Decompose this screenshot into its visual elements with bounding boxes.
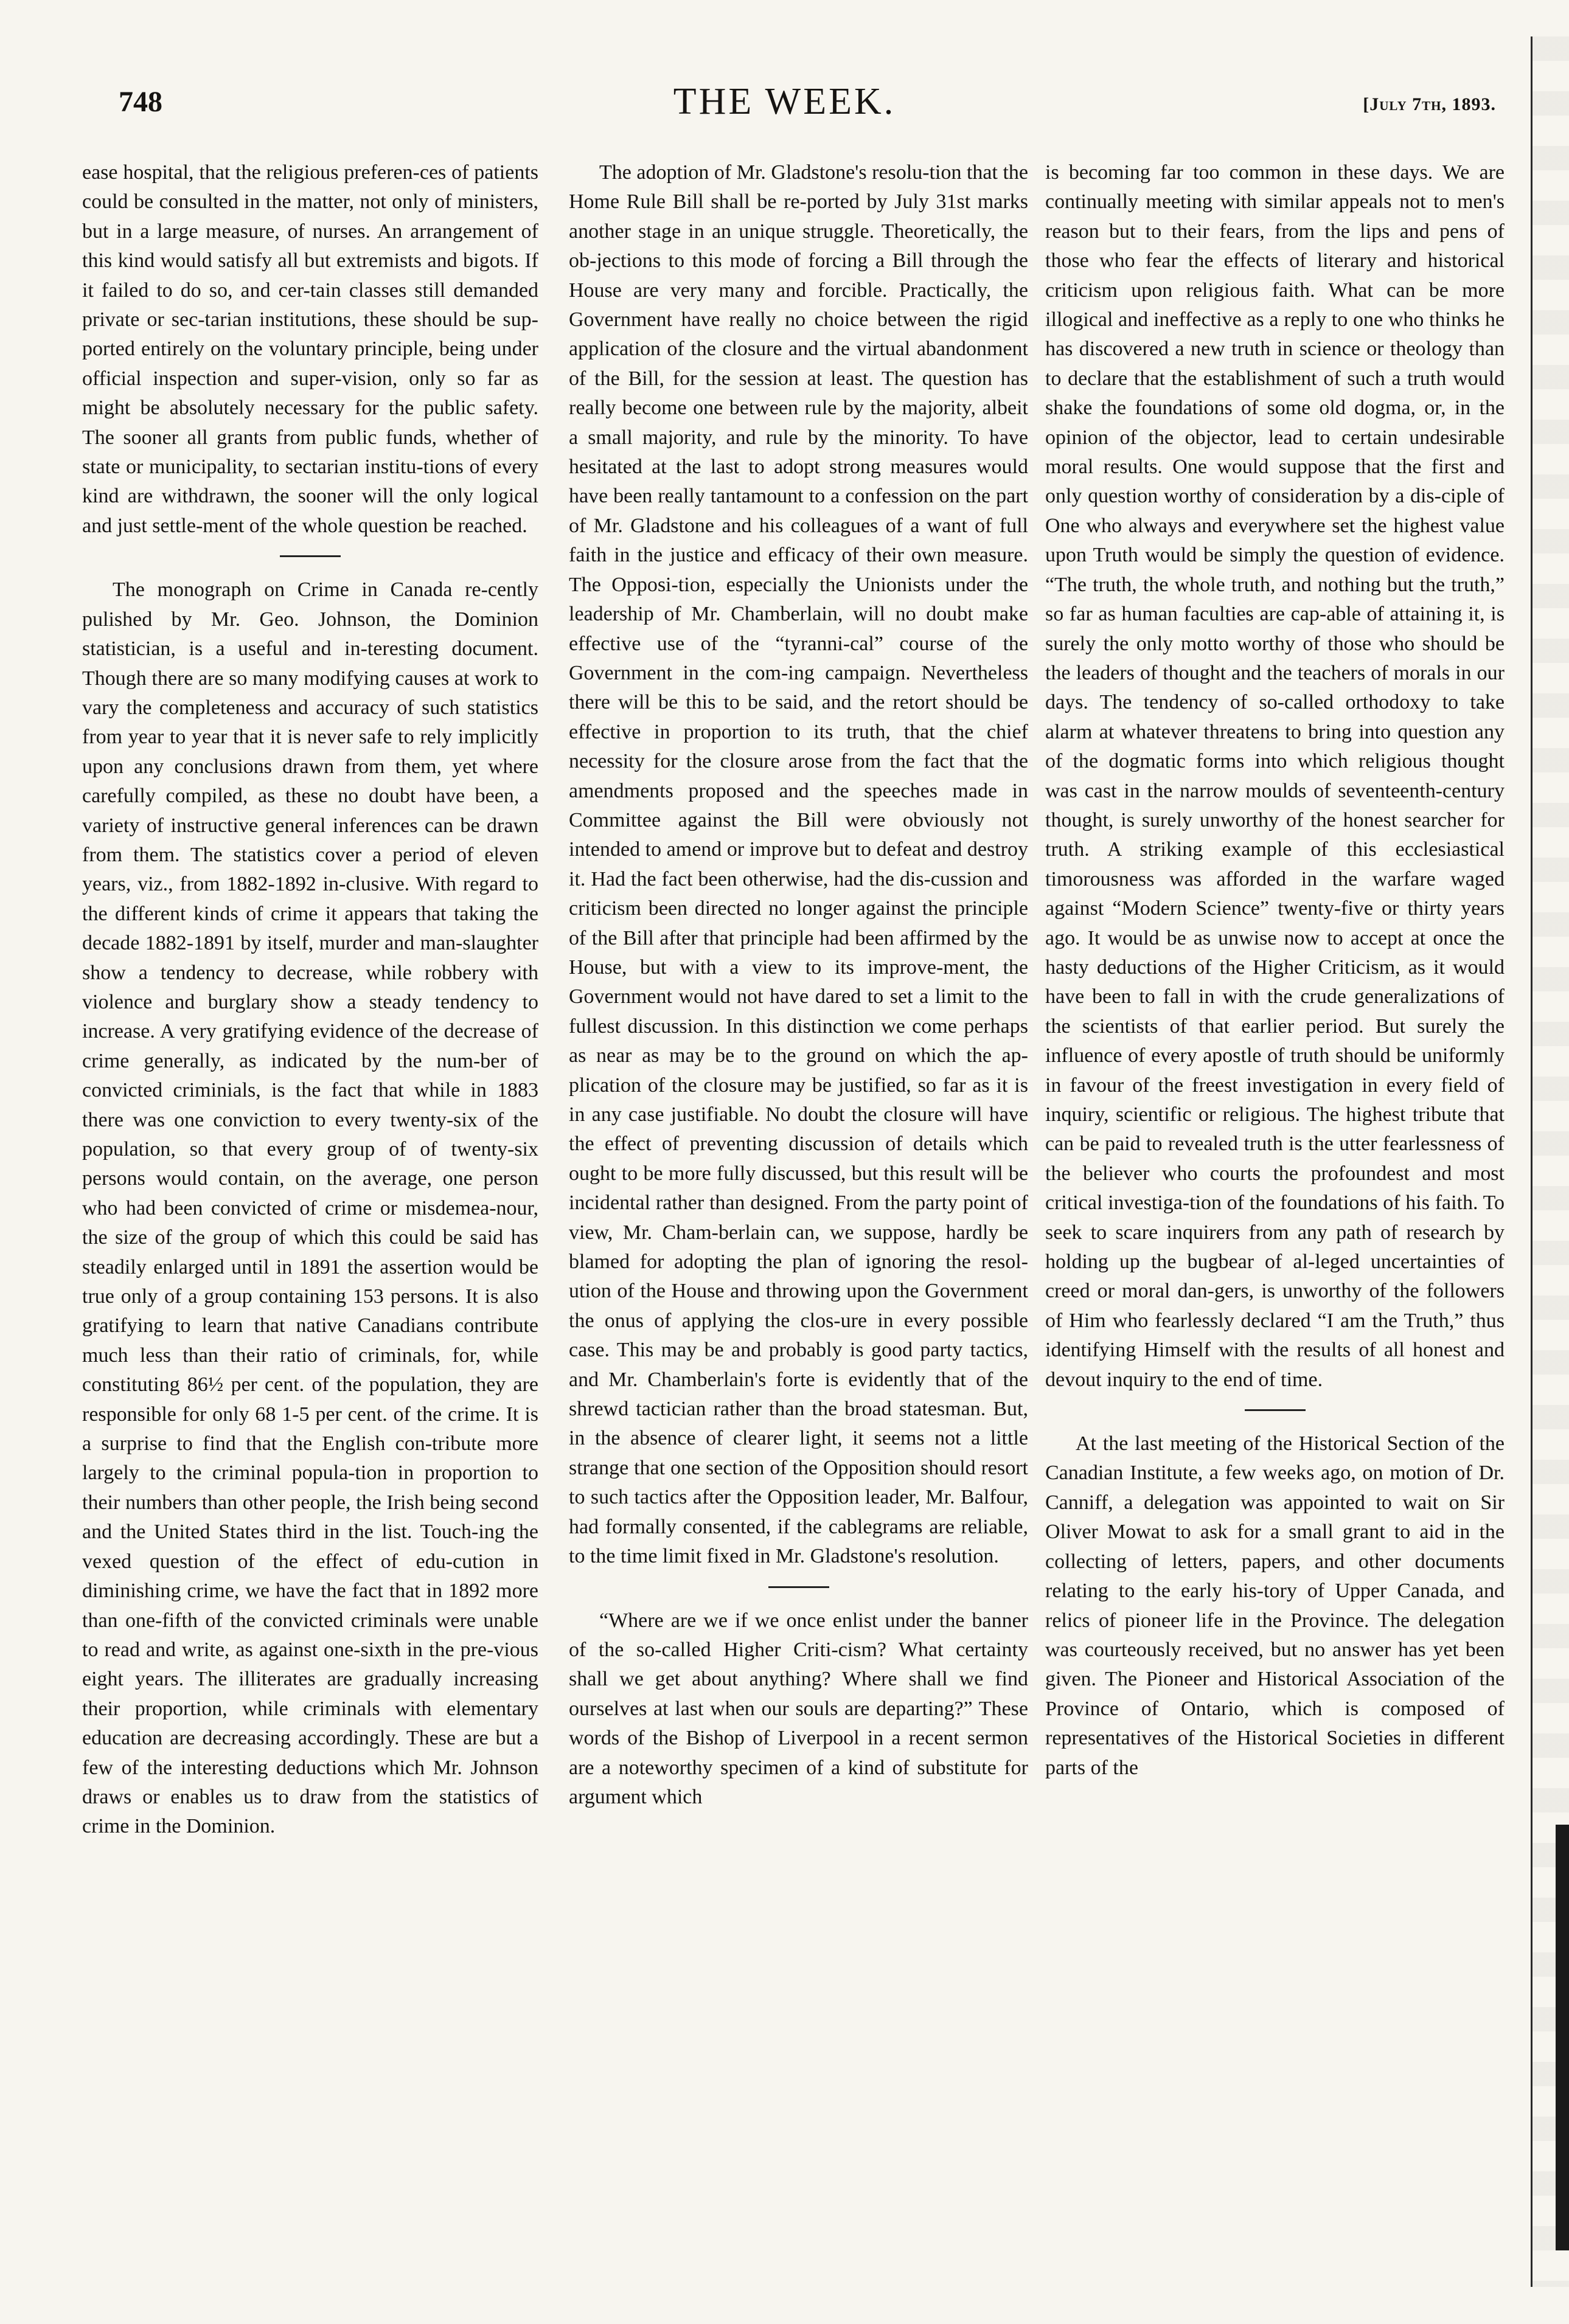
- article-paragraph: At the last meeting of the Historical Section of the Canadian Institute, a few weeks ago, on motion of Dr. Canniff, a delegation was appointed to wait on Sir Oliver Mowat to ask for a small grant to aid in the collecting of letters, papers, and other documents relating to the early his-tory of Upper Canada, and relics of pioneer life in the Province. The delegation was courteously received, but no answer has yet been given. The Pioneer and Historical Association of the Province of Ontario, which is composed of representatives of the Historical Societies in different parts of the: [1045, 1432, 1505, 1779]
- section-divider: [280, 555, 341, 557]
- masthead-title: THE WEEK.: [673, 81, 896, 122]
- column-1: [82, 158, 538, 1842]
- article-paragraph: ease hospital, that the religious preferen-ces of patients could be consulted in the matter, not only of ministers, but in a large measure, of nurses. An arrangement of this kind would satisfy all but extremists and bigots. If it failed to do so, and cer-tain classes still demanded private or sec-tarian institutions, these should be sup-ported entirely on the voluntary principle, being under official inspection and super-vision, only so far as might be absolutely necessary for the public safety. The sooner all grants from public funds, whether of state or municipality, to sectarian institu-tions of every kind are withdrawn, the sooner will the only logical and just settle-ment of the whole question be reached.: [82, 161, 538, 537]
- section-divider: [1245, 1409, 1306, 1411]
- article-paragraph: “Where are we if we once enlist under the banner of the so-called Higher Criti-cism? What certainty shall we get about anything? Where shall we find ourselves at last when our souls are departing?” These words of the Bishop of Liverpool in a recent sermon are a noteworthy specimen of a kind of substitute for argument which: [569, 1609, 1028, 1808]
- column-2: [569, 158, 1028, 1812]
- page-binding-shadow: [1556, 1825, 1569, 2250]
- column-3: [1045, 158, 1505, 1783]
- page-number: 748: [119, 86, 162, 118]
- issue-date: [July 7th, 1893.: [1363, 94, 1496, 114]
- article-paragraph: is becoming far too common in these days. We are continually meeting with similar appeals not to men's reason but to their fears, from the lips and pens of those who fear the effects of literary and historical criticism upon religious faith. What can be more illogical and ineffective as a reply to one who thinks he has discovered a new truth in science or theology than to declare that the establishment of such a truth would shake the foundations of some old dogma, or, in the opinion of the objector, lead to certain undesirable moral results. One would suppose that the first and only question worthy of consideration by a dis-ciple of One who always and everywhere set the highest value upon Truth would be simply the question of evidence. “The truth, the whole truth, and nothing but the truth,” so far as human faculties are cap-able of attaining it, is surely the only motto worthy of those who should be the leaders of thought and the teachers of morals in our days. The tendency of so-called orthodoxy to take alarm at whatever threatens to bring into question any of the dogmatic forms into which religious thought was cast in the narrow moulds of seventeenth-century thought, is surely unworthy of the honest searcher for truth. A striking example of this ecclesiastical timorousness was afforded in the warfare waged against “Modern Science” twenty-five or thirty years ago. It would be as unwise now to accept at once the hasty deductions of the Higher Criticism, as it would have been to fall in with the crude generalizations of the scientists of that earlier period. But surely the influence of every apostle of truth should be uniformly in favour of the freest investigation in every field of inquiry, scientific or religious. The highest tribute that can be paid to revealed truth is the utter fearlessness of the believer who courts the profoundest and most critical investiga-tion of the foundations of his faith. To seek to scare inquirers from any path of research by holding up the bugbear of al-leged uncertainties of creed or moral dan-gers, is unworthy of the followers of Him who fearlessly declared “I am the Truth,” thus identifying Himself with the results of all honest and devout inquiry to the end of time.: [1045, 161, 1505, 1391]
- article-paragraph: The adoption of Mr. Gladstone's resolu-tion that the Home Rule Bill shall be re-ported by July 31st marks another stage in an unique struggle. Theoretically, the ob-jections to this mode of forcing a Bill through the House are very many and forcible. Practically, the Government have really no choice between the rigid application of the closure and the virtual abandonment of the Bill, for the session at least. The question has really become one between rule by the majority, albeit a small majority, and rule by the minority. To have hesitated at the last to adopt strong measures would have been really tantamount to a confession on the part of Mr. Gladstone and his colleagues of a want of full faith in the justice and efficacy of their own measure. The Opposi-tion, especially the Unionists under the leadership of Mr. Chamberlain, will no doubt make effective use of the “tyranni-cal” course of the Government in the com-ing campaign. Nevertheless there will be this to be said, and the retort should be effective in proportion to its truth, that the chief necessity for the closure arose from the fact that the amendments proposed and the speeches made in Committee against the Bill were obviously not intended to amend or improve but to defeat and destroy it. Had the fact been otherwise, had the dis-cussion and criticism been directed no longer against the principle of the Bill after that principle had been affirmed by the House, but with a view to its improve-ment, the Government would not have dared to set a limit to the fullest discussion. In this distinction we come perhaps as near as may be to the ground on which the ap-plication of the closure may be justified, so far as it is in any case justifiable. No doubt the closure will have the effect of preventing discussion of details which ought to be more fully discussed, but this result will be incidental rather than designed. From the party point of view, Mr. Cham-berlain can, we suppose, hardly be blamed for adopting the plan of ignoring the resol-ution of the House and throwing upon the Government the onus of applying the clos-ure in every possible case. This may be and probably is good party tactics, and Mr. Chamberlain's forte is evidently that of the shrewd tactician rather than the broad statesman. But, in the absence of clearer light, it seems not a little strange that one section of the Opposition should resort to such tactics after the Opposition leader, Mr. Balfour, had formally consented, if the cablegrams are reliable, to the time limit fixed in Mr. Gladstone's resolution.: [569, 161, 1028, 1568]
- section-divider: [768, 1586, 829, 1588]
- article-paragraph: The monograph on Crime in Canada re-cently pulished by Mr. Geo. Johnson, the Dominion statistician, is a useful and in-teresting document. Though there are so many modifying causes at work to vary the completeness and accuracy of such statistics from year to year that it is never safe to rely implicitly upon any conclusions drawn from them, yet where carefully compiled, as these no doubt have been, a variety of instructive general inferences can be drawn from them. The statistics cover a period of eleven years, viz., from 1882-1892 in-clusive. With regard to the different kinds of crime it appears that taking the decade 1882-1891 by itself, murder and man-slaughter show a tendency to decrease, while robbery with violence and burglary show a steady tendency to increase. A very gratifying evidence of the decrease of crime generally, as indicated by the num-ber of convicted criminials, is the fact that while in 1883 there was one conviction to every twenty-six of the population, so that every group of of twenty-six persons would contain, on the average, one person who had been convicted of crime or misdemea-nour, the size of the group of which this could be said has steadily enlarged until in 1891 the assertion would be true only of a group containing 153 persons. It is also gratifying to learn that native Canadians contribute much less than their ratio of criminals, for, while constituting 86½ per cent. of the population, they are responsible for only 68 1-5 per cent. of the crime. It is a surprise to find that the English con-tribute more largely to the criminal popula-tion in proportion to their numbers than other people, the Irish being second and the United States third in the list. Touch-ing the vexed question of the effect of edu-cution in diminishing crime, we have the fact that in 1892 more than one-fifth of the convicted criminals were unable to read and write, as against one-sixth in the pre-vious eight years. The illiterates are gradually increasing their proportion, while criminals with elementary education are decreasing accordingly. These are but a few of the interesting deductions which Mr. Johnson draws or enables us to draw from the statistics of crime in the Dominion.: [82, 578, 538, 1838]
